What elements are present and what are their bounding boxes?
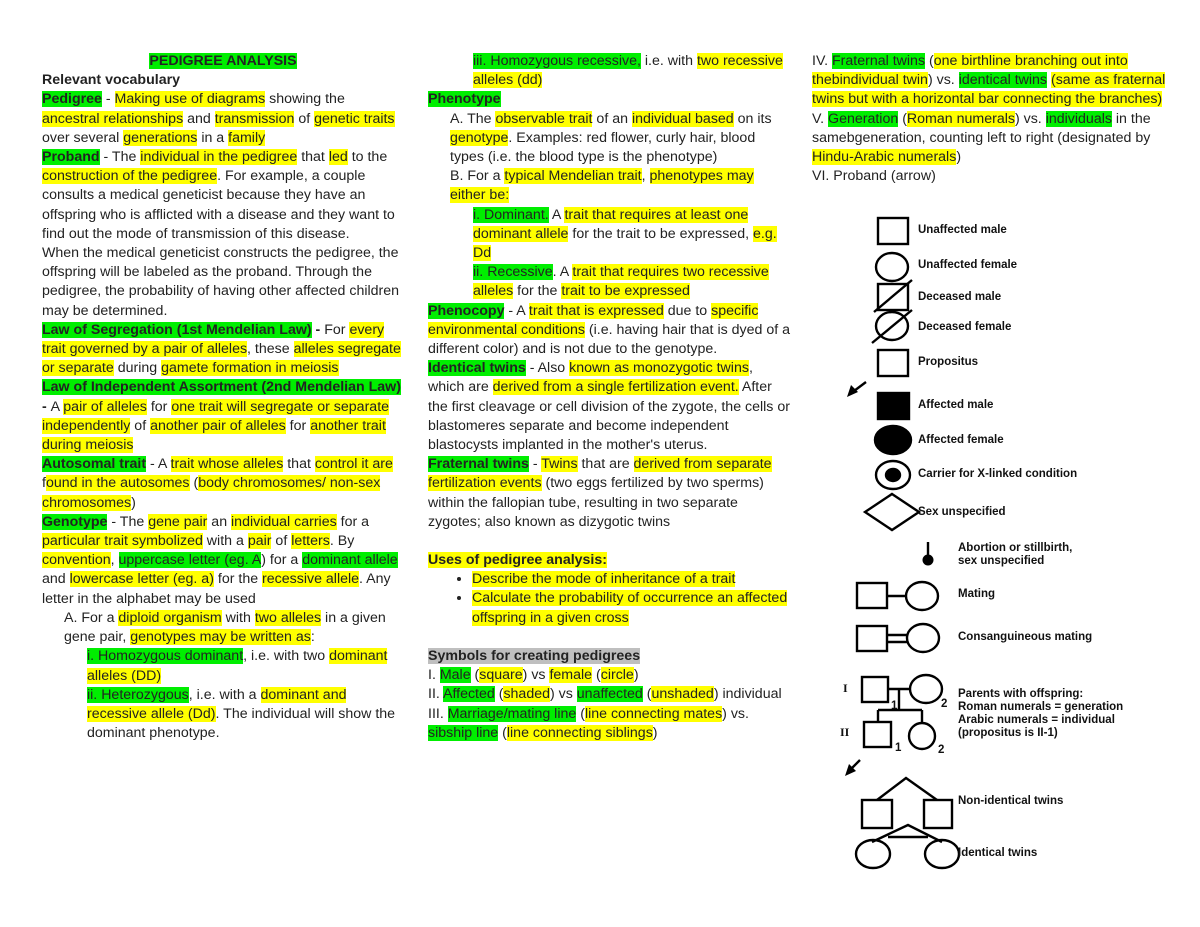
text-segment: . The individual will show the dominant phenotype. [87, 705, 396, 742]
paragraph [42, 647, 404, 685]
paragraph [428, 110, 793, 168]
text-segment: known as monozygotic twins [569, 360, 749, 377]
individual-I-1-label: 1 [891, 700, 898, 712]
text-segment: - The [107, 513, 149, 530]
text-segment: ( [592, 667, 601, 684]
pedigree-symbol-legend [840, 212, 1170, 882]
text-segment: during [113, 360, 162, 377]
text-segment: and [183, 110, 215, 127]
text-segment: . Any letter in the alphabet may be used [42, 571, 391, 607]
text-segment: Relevant vocabulary [42, 72, 180, 89]
column-3 [812, 52, 1172, 186]
text-segment: - A [146, 456, 171, 473]
text-segment: Making use of diagrams [114, 91, 266, 108]
text-segment: ( [470, 667, 480, 684]
text-segment: When the medical geneticist constructs the pedigree, the offspring will be labeled as the proband. Through the pedigree, the probability of having other affected children may be determined. [42, 245, 400, 319]
text-segment: i.e. with [640, 53, 697, 69]
text-segment: for a [336, 513, 370, 530]
unaffected-female-symbol [876, 253, 908, 281]
text-segment: f [42, 475, 46, 492]
text-segment: : [310, 629, 315, 646]
text-segment: - A [504, 302, 529, 319]
text-segment: of an [592, 110, 632, 127]
text-segment: gamete formation in meiosis [161, 360, 339, 377]
paragraph [428, 532, 793, 551]
paragraph [812, 167, 1172, 186]
text-segment: ( [494, 686, 504, 703]
text-segment: , i.e. with a [188, 686, 261, 703]
text-segment: V. [812, 110, 829, 127]
legend-deceased-female: Deceased female [918, 321, 1012, 333]
text-segment: over several [42, 129, 124, 146]
text-segment: of [130, 417, 151, 434]
text-segment: two recessive alleles (dd) [473, 53, 783, 89]
column-1 [42, 52, 404, 743]
text-segment: individual based [631, 110, 734, 127]
text-segment: individuals [1045, 110, 1112, 127]
legend-propositus: Propositus [918, 356, 979, 368]
text-segment: A. For a [64, 609, 119, 626]
text-segment: ) [633, 667, 639, 684]
text-segment: iii. Homozygous recessive, [473, 53, 641, 69]
text-segment: that [297, 149, 329, 166]
text-segment: trait that requires at least one dominant allele [473, 206, 749, 242]
text-segment: (same as fraternal twins but with a horizontal bar connecting the branches) [812, 72, 1166, 108]
unaffected-male-symbol [878, 218, 908, 244]
text-segment: ancestral relationships [42, 110, 184, 127]
affected-female-symbol [875, 426, 911, 454]
text-segment: . For example, a couple consults a medical geneticist because they have an offspring who is afflicted with a disease and they want to find out the mode of transmission of this disease. [42, 168, 395, 242]
text-segment: Calculate the probability of occurrence an affected offspring in a given cross [472, 590, 788, 626]
text-segment: control it are [314, 456, 393, 473]
text-segment: Uses of pedigree analysis: [428, 552, 607, 569]
text-segment: one trait will segregate or separate independently [42, 398, 390, 434]
text-segment: pair of alleles [63, 398, 147, 415]
text-segment: in the samebgeneration, counting left to right (designated by [812, 110, 1151, 146]
text-segment: ) [131, 494, 136, 511]
text-segment: Roman numerals [906, 110, 1015, 127]
text-segment: III. [428, 705, 448, 722]
offspring-female-symbol [909, 723, 935, 749]
paragraph [428, 647, 793, 666]
legend-unaffected-female: Unaffected female [918, 259, 1018, 271]
text-segment: . A [552, 264, 573, 281]
text-segment: female [549, 667, 593, 684]
text-segment: in a given gene pair, [64, 609, 386, 646]
legend-affected-female: Affected female [918, 434, 1004, 446]
text-segment: ) vs. [722, 705, 749, 722]
text-segment: generations [123, 129, 198, 146]
text-segment: of [271, 533, 292, 550]
text-segment: Phenocopy [428, 302, 505, 319]
text-segment: for [146, 398, 172, 415]
paragraph [42, 52, 404, 71]
text-segment: derived from a single fertilization event. [492, 379, 739, 396]
text-segment: individual carries [231, 513, 337, 530]
text-segment: construction of the pedigree [42, 168, 218, 185]
paragraph [428, 167, 793, 205]
legend-parents-line-3: Arabic numerals = individual [958, 714, 1115, 726]
legend-parents-line-2: Roman numerals = generation [958, 701, 1124, 713]
paragraph [42, 609, 404, 647]
legend-non-identical-twins: Non-identical twins [958, 795, 1064, 807]
text-segment: observable trait [495, 110, 593, 127]
legend-carrier: Carrier for X-linked condition [918, 468, 1078, 480]
text-segment: every trait governed by a pair of alleles [42, 321, 385, 358]
paragraph [812, 52, 1172, 110]
paragraph [428, 551, 793, 570]
text-segment: ( [576, 705, 585, 722]
text-segment: particular trait symbolized [42, 533, 203, 550]
sex-unspecified-symbol [865, 494, 919, 530]
text-segment: specific environmental conditions [428, 302, 759, 338]
text-segment: ) [652, 724, 658, 741]
text-segment: and [42, 571, 70, 588]
text-segment: ( [498, 724, 507, 741]
text-segment: unaffected [576, 686, 643, 703]
text-segment: on its [733, 110, 772, 127]
text-segment: ( [925, 53, 934, 69]
text-segment: - [528, 456, 542, 473]
text-segment: trait whose alleles [170, 456, 284, 473]
text-segment: ound in the autosomes [45, 475, 190, 492]
text-segment: B. For a [450, 168, 505, 185]
text-segment: Law of Independent Assortment (2nd Mendelian Law) [42, 379, 401, 396]
text-segment: dominant alleles (DD) [87, 648, 388, 684]
text-segment: genotypes may be written as [130, 629, 311, 646]
text-segment: Pedigree [42, 91, 102, 108]
legend-deceased-male: Deceased male [918, 291, 1002, 303]
text-segment: e.g. Dd [473, 225, 777, 262]
text-segment: Proband [42, 149, 100, 166]
text-segment: dominant and recessive allele (Dd) [87, 686, 347, 722]
identical-twin-2-symbol [925, 840, 959, 868]
individual-II-1-label: 1 [895, 742, 902, 754]
text-segment: letters [291, 533, 330, 550]
legend-affected-male: Affected male [918, 399, 994, 411]
text-segment: - [311, 321, 325, 338]
text-segment: Fraternal twins [832, 53, 926, 69]
text-segment: square [479, 667, 523, 684]
text-segment: genotype [450, 129, 509, 146]
paragraph [428, 90, 793, 109]
text-segment: due to [663, 302, 712, 319]
paragraph [428, 52, 793, 90]
text-segment: ) vs. [1014, 110, 1046, 127]
text-segment: Generation [828, 110, 899, 127]
text-segment: dominant allele [302, 552, 398, 569]
paragraph [42, 90, 404, 148]
text-segment: . Examples: red flower, curly hair, blood types (i.e. the blood type is the phenotype) [450, 129, 756, 166]
text-segment: shaded [503, 686, 550, 703]
paragraph [428, 359, 793, 455]
individual-I-2-label: 2 [941, 698, 948, 710]
text-segment: , [110, 552, 119, 569]
text-segment: sibship line [428, 724, 499, 741]
paragraph [812, 110, 1172, 168]
text-segment: trait that requires two recessive alleles [473, 264, 769, 300]
text-segment: Male [439, 667, 471, 684]
text-segment: I. [428, 667, 440, 684]
legend-sex-unspecified: Sex unspecified [918, 506, 1006, 518]
paragraph [428, 263, 793, 301]
text-segment: recessive allele [262, 571, 360, 588]
paragraph [42, 455, 404, 513]
paragraph [428, 685, 793, 704]
legend-abortion-line-2: sex unspecified [958, 555, 1045, 567]
identical-twin-1-symbol [856, 840, 890, 868]
text-segment: i. Homozygous dominant [87, 648, 244, 665]
text-segment: A [50, 398, 64, 415]
offspring-male-symbol [864, 722, 891, 747]
text-segment: PEDIGREE ANALYSIS [149, 53, 297, 69]
paragraph [428, 705, 793, 743]
text-segment: - Also [525, 360, 570, 377]
legend-parents-line-4: (propositus is II-1) [958, 727, 1058, 739]
text-segment: trait to be expressed [561, 283, 690, 300]
text-segment: typical Mendelian trait [504, 168, 642, 185]
abortion-symbol [923, 555, 933, 565]
paragraph [42, 148, 404, 244]
text-segment: - The [99, 149, 141, 166]
text-segment: ) [956, 149, 962, 166]
text-segment: , which are [428, 360, 753, 396]
text-segment: Marriage/mating line [447, 705, 577, 722]
parent-female-symbol [910, 675, 942, 703]
text-segment: genetic traits [314, 110, 395, 127]
text-segment: body chromosomes/ non-sex chromosomes [42, 475, 381, 511]
paragraph [428, 302, 793, 360]
paragraph [42, 378, 404, 455]
consanguineous-male-symbol [857, 626, 887, 651]
text-segment: After the first cleavage or cell division of the zygote, the cells or blastomeres separate and become independent blastocysts implanted in the mother's uterus. [428, 379, 790, 454]
list-item [472, 570, 793, 589]
paragraph [42, 513, 404, 609]
text-segment: Describe the mode of inheritance of a trait [472, 571, 736, 588]
text-segment: ( [898, 110, 907, 127]
legend-unaffected-male: Unaffected male [918, 224, 1007, 236]
paragraph [42, 321, 404, 379]
text-segment: ii. Heterozygous [87, 686, 189, 703]
text-segment: Phenotype [428, 91, 501, 108]
paragraph [428, 455, 793, 532]
column-2 [428, 52, 793, 743]
uses-list [428, 570, 793, 628]
text-segment: IV. [812, 53, 832, 69]
text-segment: Twins [541, 456, 578, 473]
consanguineous-female-symbol [907, 624, 939, 652]
text-segment: two alleles [254, 609, 322, 626]
text-segment: that [283, 456, 315, 473]
text-segment: , i.e. with two [243, 648, 330, 665]
text-segment: - [101, 91, 115, 108]
legend-abortion-line-1: Abortion or stillbirth, [958, 542, 1073, 554]
text-segment: VI. Proband (arrow) [812, 168, 936, 185]
text-segment: phenotypes may either be: [450, 168, 754, 204]
text-segment: an [207, 513, 232, 530]
text-segment: gene pair [148, 513, 208, 530]
list-item [472, 589, 793, 627]
text-segment: (two eggs fertilized by two sperms) within the fallopian tube, resulting in two separate zygotes; also known as dizygotic twins [428, 475, 764, 530]
text-segment: (i.e. having hair that is dyed of a different color) and is not due to the genotype. [428, 321, 790, 358]
text-segment: lowercase letter (eg. a) [69, 571, 214, 588]
text-segment: convention [42, 552, 111, 569]
text-segment: - [42, 398, 51, 415]
legend-mating: Mating [958, 588, 996, 600]
text-segment: unshaded [651, 686, 714, 703]
text-segment: line connecting siblings [506, 724, 653, 741]
text-segment: to the [347, 149, 388, 166]
text-segment: ) individual [713, 686, 782, 703]
text-segment: in a [197, 129, 229, 146]
text-segment: trait that is expressed [528, 302, 664, 319]
mating-female-symbol [906, 582, 938, 610]
legend-parents-line-1: Parents with offspring: [958, 688, 1084, 700]
text-segment: Fraternal twins [428, 456, 529, 473]
generation-II-label: II [840, 725, 850, 739]
text-segment: another trait during meiosis [42, 417, 386, 454]
paragraph [428, 666, 793, 685]
paragraph [42, 244, 404, 321]
text-segment: ) vs. [927, 72, 959, 89]
text-segment: alleles segregate or separate [42, 341, 401, 377]
text-segment: identical twins [958, 72, 1048, 89]
text-segment: led [328, 149, 348, 166]
text-segment: A [548, 206, 565, 223]
parent-male-symbol [862, 677, 888, 702]
text-segment: ( [642, 686, 652, 703]
text-segment: Hindu-Arabic numerals [812, 149, 957, 166]
text-segment: For [324, 321, 350, 338]
text-segment: Genotype [42, 513, 108, 530]
text-segment: showing the [265, 91, 345, 108]
text-segment: Identical twins [428, 360, 526, 377]
text-segment: diploid organism [118, 609, 222, 626]
text-segment: Autosomal trait [42, 456, 147, 473]
text-segment: for the [513, 283, 562, 300]
propositus-symbol [878, 350, 908, 376]
text-segment: derived from separate fertilization events [428, 456, 772, 492]
text-segment: ( [189, 475, 199, 492]
text-segment: of [294, 110, 315, 127]
paragraph [428, 206, 793, 264]
text-segment: A. The [450, 110, 496, 127]
text-segment: uppercase letter (eg. A [118, 552, 262, 569]
text-segment: individual in the pedigree [140, 149, 298, 166]
mating-male-symbol [857, 583, 887, 608]
text-segment: ) vs [522, 667, 550, 684]
text-segment: transmission [214, 110, 295, 127]
generation-I-label: I [843, 681, 848, 695]
text-segment: ) vs [550, 686, 577, 703]
non-identical-twin-2-symbol [924, 800, 952, 828]
text-segment: , these [247, 341, 294, 358]
text-segment: , [641, 168, 650, 185]
legend-identical-twins: Identical twins [958, 847, 1038, 859]
text-segment: line connecting mates [584, 705, 723, 722]
individual-II-2-label: 2 [938, 744, 945, 756]
paragraph [42, 686, 404, 744]
text-segment: that are [577, 456, 634, 473]
text-segment: for the trait to be expressed, [568, 225, 753, 242]
text-segment: pair [247, 533, 272, 550]
text-segment: Affected [442, 686, 495, 703]
paragraph [42, 71, 404, 90]
legend-consanguineous: Consanguineous mating [958, 631, 1093, 643]
text-segment: Symbols for creating pedigrees [428, 647, 641, 664]
text-segment: Law of Segregation (1st Mendelian Law) [42, 321, 312, 338]
text-segment: for the [213, 571, 263, 588]
text-segment: i. Dominant. [473, 206, 549, 223]
non-identical-twin-1-symbol [862, 800, 892, 828]
text-segment: with a [202, 533, 248, 550]
paragraph [428, 628, 793, 647]
text-segment: circle [600, 667, 634, 684]
text-segment: ) for a [261, 552, 303, 569]
text-segment: for [285, 417, 311, 434]
affected-male-symbol [878, 393, 909, 419]
text-segment: ii. Recessive [473, 264, 553, 281]
text-segment: II. [428, 686, 443, 703]
text-segment: another pair of alleles [150, 417, 286, 434]
text-segment: with [221, 609, 255, 626]
text-segment: family [228, 129, 266, 146]
text-segment: . By [329, 533, 355, 550]
text-segment: one birthline branching out into thebindividual twin [812, 53, 1128, 89]
